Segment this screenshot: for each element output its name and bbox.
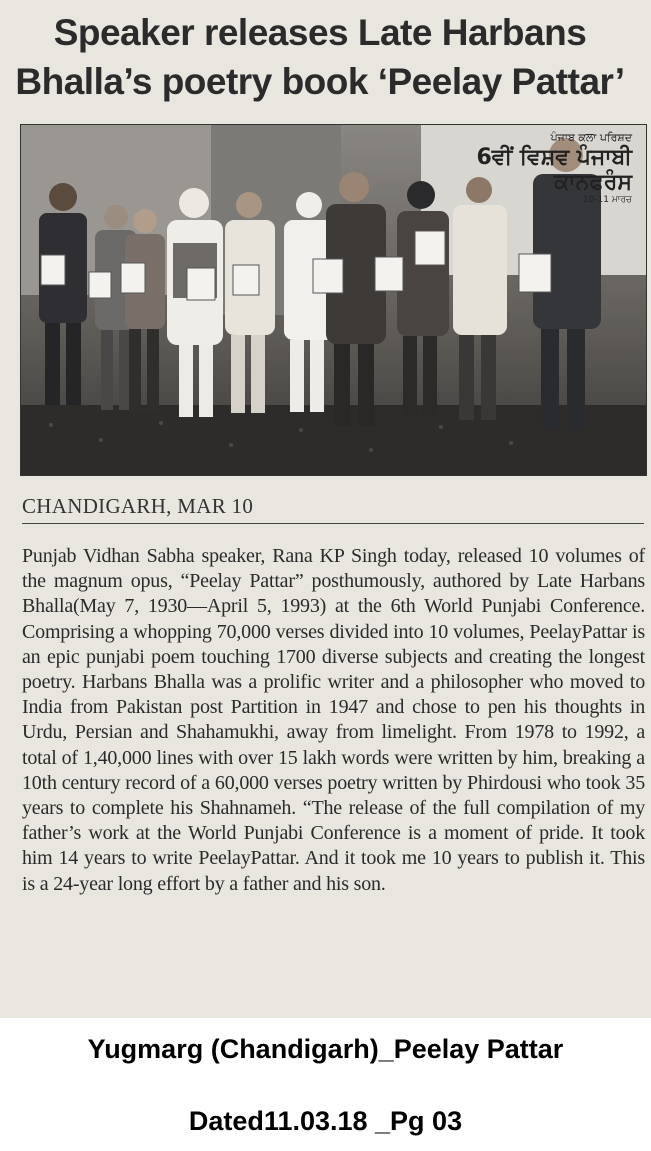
photo-banner [442,131,632,205]
banner-line-2: 6ਵੀਂ ਵਿਸ਼ਵ ਪੰਜਾਬੀ ਕਾਨਫਰੰਸ [476,145,632,195]
event-photo [20,124,647,476]
date-caption: Dated11.03.18 _Pg 03 [188,1106,463,1136]
source-caption: Yugmarg (Chandigarh)_Peelay Pattar [87,1034,564,1064]
banner-line-1: ਪੰਜਾਬ ਕਲਾ ਪਰਿਸ਼ਦ [550,131,632,144]
headline-line-2: Bhalla’s poetry book ‘Peelay Pattar’ [15,61,625,102]
banner-line-3: 10-11 ਮਾਰਚ [582,195,632,205]
headline-line-1: Speaker releases Late Harbans [53,12,587,53]
dateline: CHANDIGARH, MAR 10 [22,494,254,518]
divider [22,523,644,524]
headline [10,8,630,106]
article-body: Punjab Vidhan Sabha speaker, Rana KP Singh today, released 10 volumes of the magnum opus, “Peelay Pattar” posthumously, authored by Late Harbans Bhalla(May 7, 1930—April 5, 1993) at the 6th World Punjabi Conference. Comprising a whopping 70,000 verses divided into 10 volumes, PeelayPattar is an epic punjabi poem touching 1700 diverse subjects and creating the longest poetry. Harbans Bhalla was a prolific writer and a philosopher who moved to India from Pakistan post Partition in 1947 and chose to pen his thoughts in Urdu, Persian and Shahamukhi, away from limelight. From 1978 to 1992, a total of 1,40,000 lines with over 15 lakh words were written by him, breaking a 10th century record of a 60,000 verses poetry written by Phirdousi who took 35 years to complete his Shahnameh. “The release of the full compilation of my father’s work at the World Punjabi Conference is a moment of pride. It took him 14 years to write PeelayPattar. And it took me 10 years to publish it. This is a 24-year long effort by a father and his son. [22,545,645,895]
